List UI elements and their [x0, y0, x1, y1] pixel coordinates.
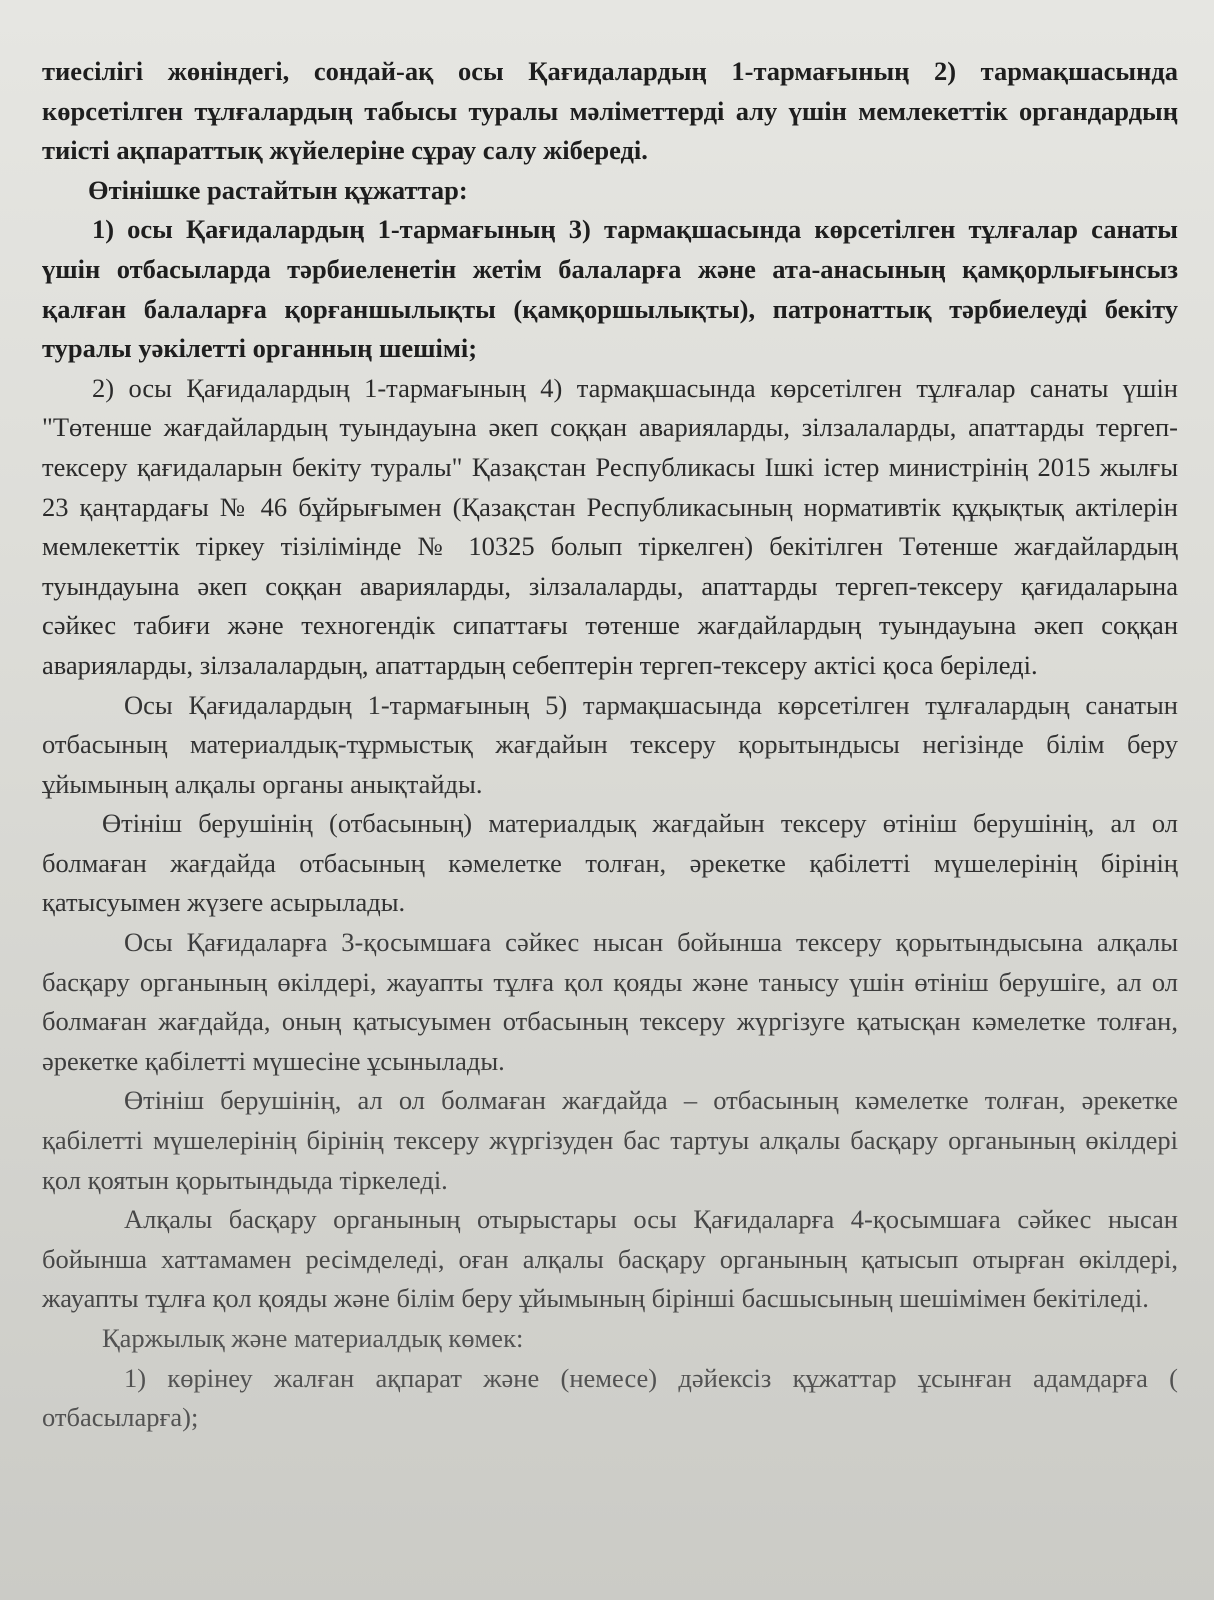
paragraph-refusal: Өтініш берушінің, ал ол болмаған жағдайда – отбасының кәмелетке толған, әрекетке қабілетті мүшелерінің бірінің тексеру жүргізуден бас тартуы алқалы басқару органының өкілдері қол қоятын қорытындыда тіркеледі.: [42, 1085, 1178, 1195]
paragraph-aid-heading: Қаржылық және материалдық көмек:: [102, 1323, 524, 1353]
paragraph-intro: тиесілігі жөніндегі, сондай-ақ осы Қағидалардың 1-тармағының 2) тармақшасында көрсетілген тұлғалардың табысы туралы мәліметтерді алу үшін мемлекеттік органдардың тиісті ақпараттық жүйелеріне сұрау салу жібереді.: [42, 56, 1178, 166]
paragraph-conclusion: Осы Қағидаларға 3-қосымшаға сәйкес нысан бойынша тексеру қорытындысына алқалы басқару органының өкілдері, жауапты тұлға қол қояды және танысу үшін өтініш берушіге, ал ол болмаған жағдайда, оның қатысуымен отбасының тексеру жүргізуге қатысқан кәмелетке толған, әрекетке қабілетті мүшесіне ұсынылады.: [42, 927, 1178, 1076]
paragraph-item-2: 2) осы Қағидалардың 1-тармағының 4) тармақшасында көрсетілген тұлғалар санаты үшін "Төтенше жағдайлардың туындауына әкеп соққан аварияларды, зілзалаларды, апаттарды тергеп-тексеру қағидаларын бекіту туралы" Қазақстан Республикасы Ішкі істер министрінің 2015 жылғы 23 қаңтардағы № 46 бұйрығымен (Қазақстан Республикасының нормативтік құқықтық актілерін мемлекеттік тіркеу тізілімінде № 10325 болып тіркелген) бекітілген Төтенше жағдайлардың туындауына әкеп соққан аварияларды, зілзалаларды, апаттарды тергеп-тексеру қағидаларына сәйкес табиғи және техногендік сипаттағы төтенше жағдайлардың туындауына әкеп соққан аварияларды, зілзалалардың, апаттардың себептерін тергеп-тексеру актісі қоса беріледі.: [42, 372, 1178, 680]
paragraph-inspection: Өтініш берушінің (отбасының) материалдық жағдайын тексеру өтініш берушінің, ал ол болмаған жағдайда отбасының кәмелетке толған, әрекетке қабілетті мүшелерінің бірінің қатысуымен жүзеге асырылады.: [42, 808, 1178, 918]
paragraph-aid-item-1: 1) көрінеу жалған ақпарат және (немесе) дәйексіз құжаттар ұсынған адамдарға ( отбасыларға);: [42, 1362, 1178, 1433]
document-text: [42, 52, 1178, 1438]
paragraph-item-1: 1) осы Қағидалардың 1-тармағының 3) тармақшасында көрсетілген тұлғалар санаты үшін отбасыларда тәрбиеленетін жетім балаларға және ата-анасының қамқорлығынсыз қалған балаларға қорғаншылықты (қамқоршылықты), патронаттық тәрбиелеуді бекіту туралы уәкілетті органның шешімі;: [42, 214, 1178, 364]
paragraph-documents-heading: Өтінішке растайтын құжаттар:: [88, 174, 468, 205]
paragraph-meetings: Алқалы басқару органының отырыстары осы Қағидаларға 4-қосымшаға сәйкес нысан бойынша хаттамамен ресімделеді, оған алқалы басқару органының қатысып отырған өкілдері, жауапты тұлға қол қояды және білім беру ұйымының бірінші басшысының шешімімен бекітіледі.: [42, 1204, 1178, 1314]
paragraph-category: Осы Қағидалардың 1-тармағының 5) тармақшасында көрсетілген тұлғалардың санатын отбасының материалдық-тұрмыстық жағдайын тексеру қорытындысы негізінде білім беру ұйымының алқалы органы анықтайды.: [42, 689, 1178, 799]
